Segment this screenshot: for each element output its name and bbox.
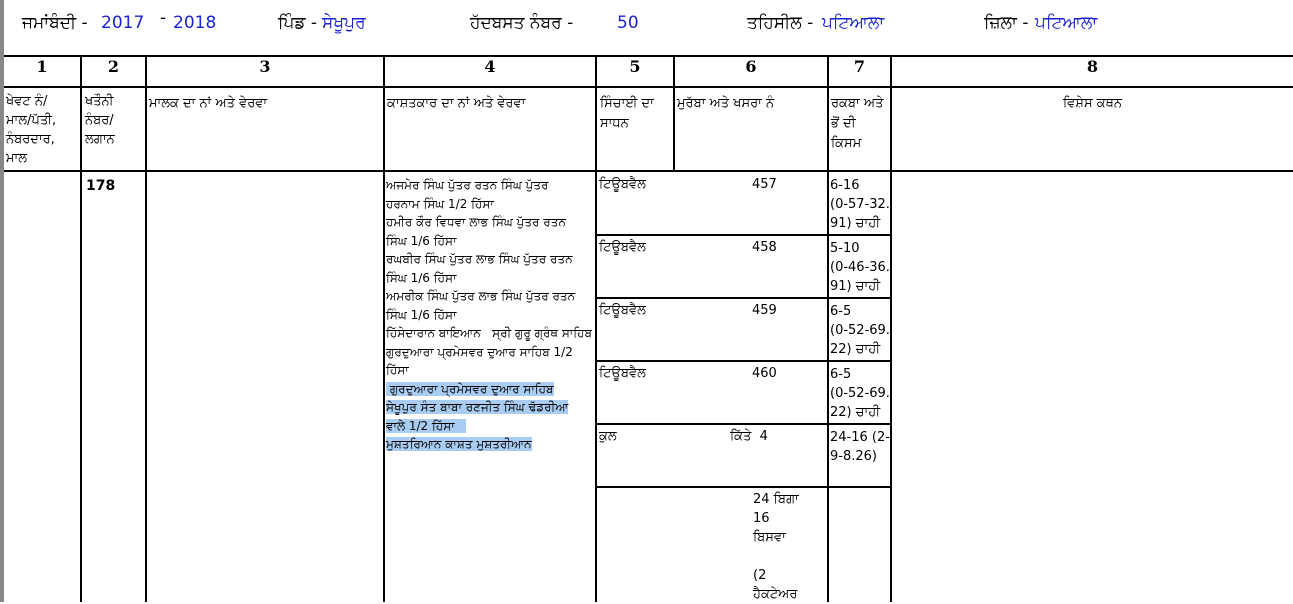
header-khatauni-line: ਖਤੌਨੀ [85, 94, 114, 109]
col-divider-2 [145, 55, 147, 602]
year-from: 2017 [101, 13, 145, 33]
total-area-line: 24-16 (2- [830, 430, 890, 445]
col-divider-7 [890, 55, 892, 602]
column-number-6: 6 [745, 57, 757, 76]
plot-area-line: 6-5 [830, 304, 852, 319]
header-irrigation-line: ਸਾਧਨ [600, 116, 629, 131]
plot-area-line: 22) ਚਾਹੀ [830, 342, 881, 357]
plot-area-line: (0-52-69. [830, 323, 890, 338]
col-divider-3 [383, 55, 385, 602]
cultivator-line: ਸਿੰਘ 1/6 ਹਿੱਸਾ [386, 233, 457, 248]
plot-row-border-4 [595, 423, 892, 425]
header-area-line: ਕਿਸਮ [831, 136, 862, 151]
plot-area-line: 6-16 [830, 178, 860, 193]
column-number-2: 2 [107, 57, 120, 76]
header-cultivator: ਕਾਸ਼ਤਕਾਰ ਦਾ ਨਾਂ ਅਤੇ ਵੇਰਵਾ [387, 96, 526, 111]
total-area [830, 428, 890, 466]
total-label: ਕੁਲ [599, 429, 617, 444]
header-khasra: ਮੁਰੱਬਾ ਅਤੇ ਖਸਰਾ ਨੰ [677, 96, 775, 111]
column-number-7: 7 [853, 57, 866, 76]
selected-text-line[interactable]: ਵਾਲੇ 1/2 ਹਿੱਸਾ [386, 418, 467, 433]
total-plot-count: ਕਿੱਤੇ 4 [730, 429, 768, 444]
plot-khasra: 458 [752, 240, 777, 255]
col-divider-4 [595, 55, 597, 602]
cultivator-line: ਰਘਬੀਰ ਸਿੰਘ ਪੁੱਤਰ ਲਾਭ ਸਿੰਘ ਪੁੱਤਰ ਰਤਨ [386, 252, 573, 266]
cultivator-line: ਹਰਨਾਮ ਸਿੰਘ 1/2 ਹਿੱਸਾ [386, 196, 494, 211]
cultivator-line: ਸਿੰਘ 1/6 ਹਿੱਸਾ [386, 270, 457, 285]
plot-irrigation: ਟਿਊਬਵੈਲ [599, 366, 646, 381]
zila-value: ਪਟਿਆਲਾ [1035, 13, 1098, 33]
col-divider-6 [827, 55, 829, 602]
colnum-row-border [4, 86, 1293, 88]
plot-khasra: 459 [752, 303, 777, 318]
plot-area [830, 239, 890, 296]
cultivator-details[interactable] [386, 176, 592, 454]
zila-label: ਜ਼ਿਲਾ - [984, 13, 1029, 33]
area-summary-line: ਬਿਸਵਾ [753, 530, 786, 545]
column-number-8: 8 [1086, 57, 1099, 76]
pind-value: ਸੇਖੂਪੁਰ [322, 13, 366, 33]
header-khatauni-line: ਲਗਾਨ [85, 132, 115, 147]
column-number-5: 5 [629, 57, 641, 76]
plot-irrigation: ਟਿਊਬਵੈਲ [599, 240, 646, 255]
header-owner: ਮਾਲਕ ਦਾ ਨਾਂ ਅਤੇ ਵੇਰਵਾ [149, 96, 268, 111]
column-number-1: 1 [36, 57, 48, 76]
header-khewat-line: ਖੇਵਟ ਨੰ/ [6, 94, 48, 109]
header-khewat [6, 92, 56, 168]
cultivator-line: ਗੁਰਦੁਆਰਾ ਪ੍ਰਮੇਸਵਰ ਦੁਆਰ ਸਾਹਿਬ 1/2 [386, 344, 573, 359]
plot-area-line: (0-46-36. [830, 260, 890, 275]
tehsil-label: ਤਹਿਸੀਲ - [747, 13, 814, 33]
cultivator-line: ਸਿੰਘ 1/6 ਹਿੱਸਾ [386, 307, 457, 322]
header-irrigation [600, 94, 654, 134]
area-summary-line: ਹੈਕਟੇਅਰ [753, 587, 798, 602]
plot-area [830, 302, 890, 359]
hadbast-value: 50 [617, 13, 639, 33]
area-summary-line: (2 [753, 568, 767, 583]
year-separator: - [160, 8, 167, 28]
selected-text-line[interactable]: ਮੁਸ਼ਤਰਿਆਨ ਕਾਸ਼ਤ ਮੁਸ਼ਤਰੀਆਨ [386, 437, 532, 451]
plot-row-border-2 [595, 297, 892, 299]
plot-area-line: (0-52-69. [830, 386, 890, 401]
plot-khasra: 460 [752, 366, 777, 381]
plot-irrigation: ਟਿਊਬਵੈਲ [599, 177, 646, 192]
tehsil-value: ਪਟਿਆਲਾ [822, 13, 885, 33]
header-khewat-line: ਮਾਲ/ਪੱਤੀ, [6, 113, 57, 128]
header-khatauni-line: ਨੰਬਰ/ [85, 113, 114, 128]
area-summary-line [753, 547, 799, 566]
total-area-line: 9-8.26) [830, 449, 877, 464]
cultivator-line: ਹਮੀਰ ਕੌਰ ਵਿਧਵਾ ਲਾਭ ਸਿੰਘ ਪੁੱਤਰ ਰਤਨ [386, 215, 566, 229]
plot-area [830, 365, 890, 422]
cultivator-line: ਹਿੱਸੇਦਾਰਾਨ ਬਾਇਆਨ ਸ੍ਰੀ ਗੁਰੂ ਗ੍ਰੰਥ ਸਾਹਿਬ [386, 326, 592, 340]
khatauni-number: 178 [86, 178, 116, 194]
document-header [0, 0, 1293, 50]
header-area-line: ਰਕਬਾ ਅਤੇ [831, 96, 884, 111]
header-remarks: ਵਿਸ਼ੇਸ ਕਥਨ [1062, 96, 1122, 111]
header-khewat-line: ਨੰਬਰਦਾਰ, [6, 132, 55, 147]
header-irrigation-line: ਸਿੰਚਾਈ ਦਾ [600, 96, 654, 111]
area-summary [753, 490, 799, 604]
cultivator-line: ਅਜਮੇਰ ਸਿੰਘ ਪੁੱਤਰ ਰਤਨ ਸਿੰਘ ਪੁੱਤਰ [386, 178, 549, 192]
plot-area-line: 22) ਚਾਹੀ [830, 405, 881, 420]
hadbast-label: ਹੱਦਬਸਤ ਨੰਬਰ - [470, 13, 574, 33]
plot-area [830, 176, 890, 233]
selected-text-line[interactable]: ਗੁਰਦੁਆਰਾ ਪ੍ਰਮੇਸਵਰ ਦੁਆਰ ਸਾਹਿਬ [386, 381, 554, 396]
header-area [831, 94, 883, 154]
plot-row-border-3 [595, 360, 892, 362]
plot-area-line: 91) ਚਾਹੀ [830, 216, 881, 231]
cultivator-line: ਹਿੱਸਾ [386, 363, 409, 377]
plot-irrigation: ਟਿਊਬਵੈਲ [599, 303, 646, 318]
plot-area-line: 5-10 [830, 241, 860, 256]
total-row-border [595, 486, 892, 488]
plot-area-line: (0-57-32. [830, 197, 890, 212]
plot-area-line: 6-5 [830, 367, 852, 382]
window-left-edge [0, 0, 4, 602]
col-divider-1 [80, 55, 82, 602]
header-khewat-line: ਮਾਲ [6, 151, 28, 166]
column-number-3: 3 [259, 57, 271, 76]
plot-row-border-1 [595, 234, 892, 236]
header-area-line: ਭੋਂ ਦੀ [831, 116, 856, 131]
year-to: 2018 [173, 13, 217, 33]
area-summary-line: 16 [753, 511, 770, 526]
plot-area-line: 91) ਚਾਹੀ [830, 279, 881, 294]
plot-khasra: 457 [752, 177, 777, 192]
column-number-4: 4 [484, 57, 496, 76]
pind-label: ਪਿੰਡ - [278, 13, 318, 33]
area-summary-line: 24 ਬਿਗਾ [753, 492, 799, 507]
jamabandi-label: ਜਮਾਂਬੰਦੀ - [22, 13, 88, 33]
cultivator-line: ਅਮਰੀਕ ਸਿੰਘ ਪੁੱਤਰ ਲਾਭ ਸਿੰਘ ਪੁੱਤਰ ਰਤਨ [386, 289, 576, 303]
header-khatauni [85, 92, 115, 149]
selected-text-line[interactable]: ਸੇਖੂਪੁਰ ਸੰਤ ਬਾਬਾ ਰਣਜੀਤ ਸਿੰਘ ਢੱਡਰੀਆ [386, 400, 569, 414]
header-row-border [4, 170, 1293, 172]
